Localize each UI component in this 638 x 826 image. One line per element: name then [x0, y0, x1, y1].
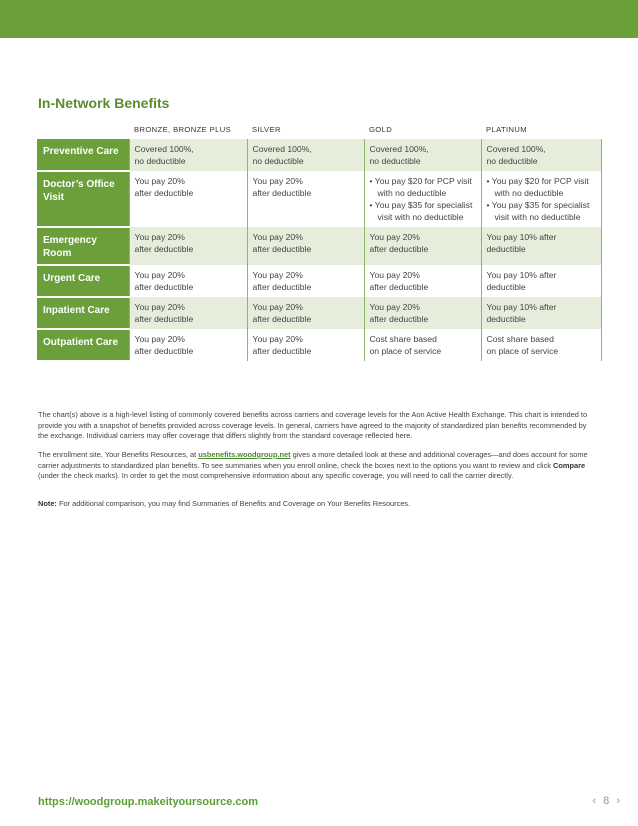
bullet-icon: •: [486, 176, 492, 186]
table-cell: [247, 227, 364, 265]
compare-label: Compare: [553, 460, 586, 470]
cell-line: on place of service: [486, 346, 559, 356]
cell-line: You pay 20%: [252, 232, 303, 242]
cell-line: You pay 20%: [369, 302, 420, 312]
cell-line: You pay 10% after: [486, 270, 557, 280]
table-row: [37, 297, 601, 329]
cell-line: You pay 20%: [252, 302, 303, 312]
table-cell: [129, 139, 247, 171]
cell-line: deductible: [486, 244, 526, 254]
bullet-text: You pay $20 for PCP visit with no deductible: [374, 176, 472, 198]
cell-line: no deductible: [486, 156, 538, 166]
disclaimer-paragraph: The chart(s) above is a high-level listing of commonly covered benefits across carriers and coverage levels for the Aon Active Health Exchange. This chart is intended to provide you with a snapshot of benefits provided across coverage levels. In general, carriers have agreed to the majority of standardized plan benefits recommended by the exchange. Individual carriers may offer coverage that differs slightly from the standard coverage reflected here.: [38, 410, 588, 441]
bullet-icon: •: [369, 200, 375, 210]
table-row: [37, 265, 601, 297]
cell-line: after deductible: [369, 282, 429, 292]
table-cell: [247, 139, 364, 171]
note-text: For additional comparison, you may find Summaries of Benefits and Coverage on Your Benefits Resources.: [56, 499, 411, 508]
row-header: Preventive Care: [37, 139, 129, 171]
benefits-site-link[interactable]: usbenefits.woodgroup.net: [198, 450, 291, 459]
cell-line: after deductible: [134, 244, 194, 254]
cell-line: after deductible: [252, 282, 312, 292]
cell-line: after deductible: [252, 244, 312, 254]
table-cell: [364, 329, 481, 361]
row-header: Outpatient Care: [37, 329, 129, 361]
table-cell: [481, 329, 601, 361]
table-row: [37, 171, 601, 227]
table-cell: [247, 171, 364, 227]
enrollment-paragraph: [38, 450, 598, 482]
header-bar: [0, 0, 638, 38]
table-cell: [481, 265, 601, 297]
enrollment-text-end: (under the check marks). In order to get the most comprehensive information about any specific coverage, you will need to call the carrier directly.: [38, 471, 514, 481]
cell-line: after deductible: [134, 314, 194, 324]
chevron-right-icon[interactable]: ›: [616, 795, 620, 807]
cell-line: Covered 100%,: [134, 144, 194, 154]
page-number: 8: [603, 795, 610, 807]
table-cell: [129, 171, 247, 227]
bullet-item: [487, 199, 597, 223]
corner-cell: [37, 121, 129, 139]
table-cell: [364, 265, 481, 297]
cell-line: after deductible: [134, 188, 194, 198]
table-cell: [364, 297, 481, 329]
cell-line: after deductible: [134, 282, 194, 292]
cell-line: You pay 20%: [134, 302, 185, 312]
cell-line: no deductible: [252, 156, 304, 166]
bullet-item: [370, 175, 477, 199]
cell-line: on place of service: [369, 346, 442, 356]
note-label: Note:: [38, 499, 57, 508]
cell-line: Covered 100%,: [252, 144, 312, 154]
cell-line: Covered 100%,: [369, 144, 429, 154]
page-title: In-Network Benefits: [38, 95, 170, 111]
row-header: Emergency Room: [37, 227, 129, 265]
cell-line: after deductible: [252, 188, 312, 198]
cell-line: You pay 20%: [252, 176, 303, 186]
bullet-list: [487, 175, 597, 223]
table-cell: [129, 297, 247, 329]
page-navigation: [588, 795, 620, 807]
column-header-bronze: BRONZE, BRONZE PLUS: [134, 125, 232, 134]
cell-line: Covered 100%,: [486, 144, 546, 154]
cell-line: You pay 20%: [134, 176, 185, 186]
bullet-text: You pay $35 for specialist visit with no deductible: [491, 200, 590, 222]
table-header-row: [37, 121, 601, 139]
footer-site-link[interactable]: https://woodgroup.makeityoursource.com: [38, 796, 259, 808]
bullet-item: [370, 199, 477, 223]
table-row: [37, 139, 601, 171]
cell-line: You pay 20%: [134, 232, 185, 242]
cell-line: after deductible: [369, 244, 429, 254]
cell-line: after deductible: [134, 346, 194, 356]
row-header: Doctor’s Office Visit: [37, 171, 129, 227]
column-header-platinum: PLATINUM: [486, 125, 528, 134]
cell-line: no deductible: [134, 156, 186, 166]
enrollment-text-middle: gives a more detailed look at these and additional coverages—and does account for some carrier adjustments to standardized plan benefits. To see summaries when you enroll online, check the boxes next to the options you want to review and click: [38, 450, 588, 470]
enrollment-text-start: The enrollment site, Your Benefits Resources, at: [38, 450, 199, 459]
cell-line: You pay 20%: [369, 270, 420, 280]
table-cell: [364, 171, 481, 227]
cell-line: deductible: [486, 282, 526, 292]
cell-line: You pay 20%: [134, 334, 185, 344]
note-paragraph: [38, 499, 598, 510]
table-cell: [129, 227, 247, 265]
table-cell: [247, 297, 364, 329]
table-row: [37, 329, 601, 361]
benefits-table: [37, 121, 602, 362]
table-cell: [247, 265, 364, 297]
cell-line: You pay 20%: [252, 334, 303, 344]
cell-line: after deductible: [252, 346, 312, 356]
row-header: Urgent Care: [37, 265, 129, 297]
bullet-icon: •: [369, 176, 375, 186]
chevron-left-icon[interactable]: ‹: [592, 795, 597, 807]
bullet-icon: •: [486, 200, 492, 210]
bullet-text: You pay $20 for PCP visit with no deductible: [491, 176, 589, 198]
row-header: Inpatient Care: [37, 297, 129, 329]
cell-line: You pay 10% after: [486, 232, 557, 242]
table-cell: [481, 171, 601, 227]
table-cell: [129, 265, 247, 297]
cell-line: You pay 10% after: [486, 302, 557, 312]
table-cell: [481, 297, 601, 329]
table-cell: [481, 139, 601, 171]
cell-line: You pay 20%: [252, 270, 303, 280]
cell-line: You pay 20%: [134, 270, 185, 280]
table-row: [37, 227, 601, 265]
bullet-text: You pay $35 for specialist visit with no deductible: [374, 200, 473, 222]
cell-line: after deductible: [369, 314, 429, 324]
bullet-item: [487, 175, 597, 199]
table-cell: [364, 227, 481, 265]
cell-line: You pay 20%: [369, 232, 420, 242]
table-cell: [247, 329, 364, 361]
table-cell: [481, 227, 601, 265]
column-header-silver: SILVER: [252, 125, 281, 134]
column-header-gold: GOLD: [369, 125, 393, 134]
bullet-list: [370, 175, 477, 223]
table-cell: [364, 139, 481, 171]
cell-line: deductible: [486, 314, 526, 324]
table-cell: [129, 329, 247, 361]
cell-line: Cost share based: [486, 334, 554, 344]
cell-line: after deductible: [252, 314, 312, 324]
table-body: [37, 139, 601, 361]
cell-line: no deductible: [369, 156, 421, 166]
cell-line: Cost share based: [369, 334, 437, 344]
